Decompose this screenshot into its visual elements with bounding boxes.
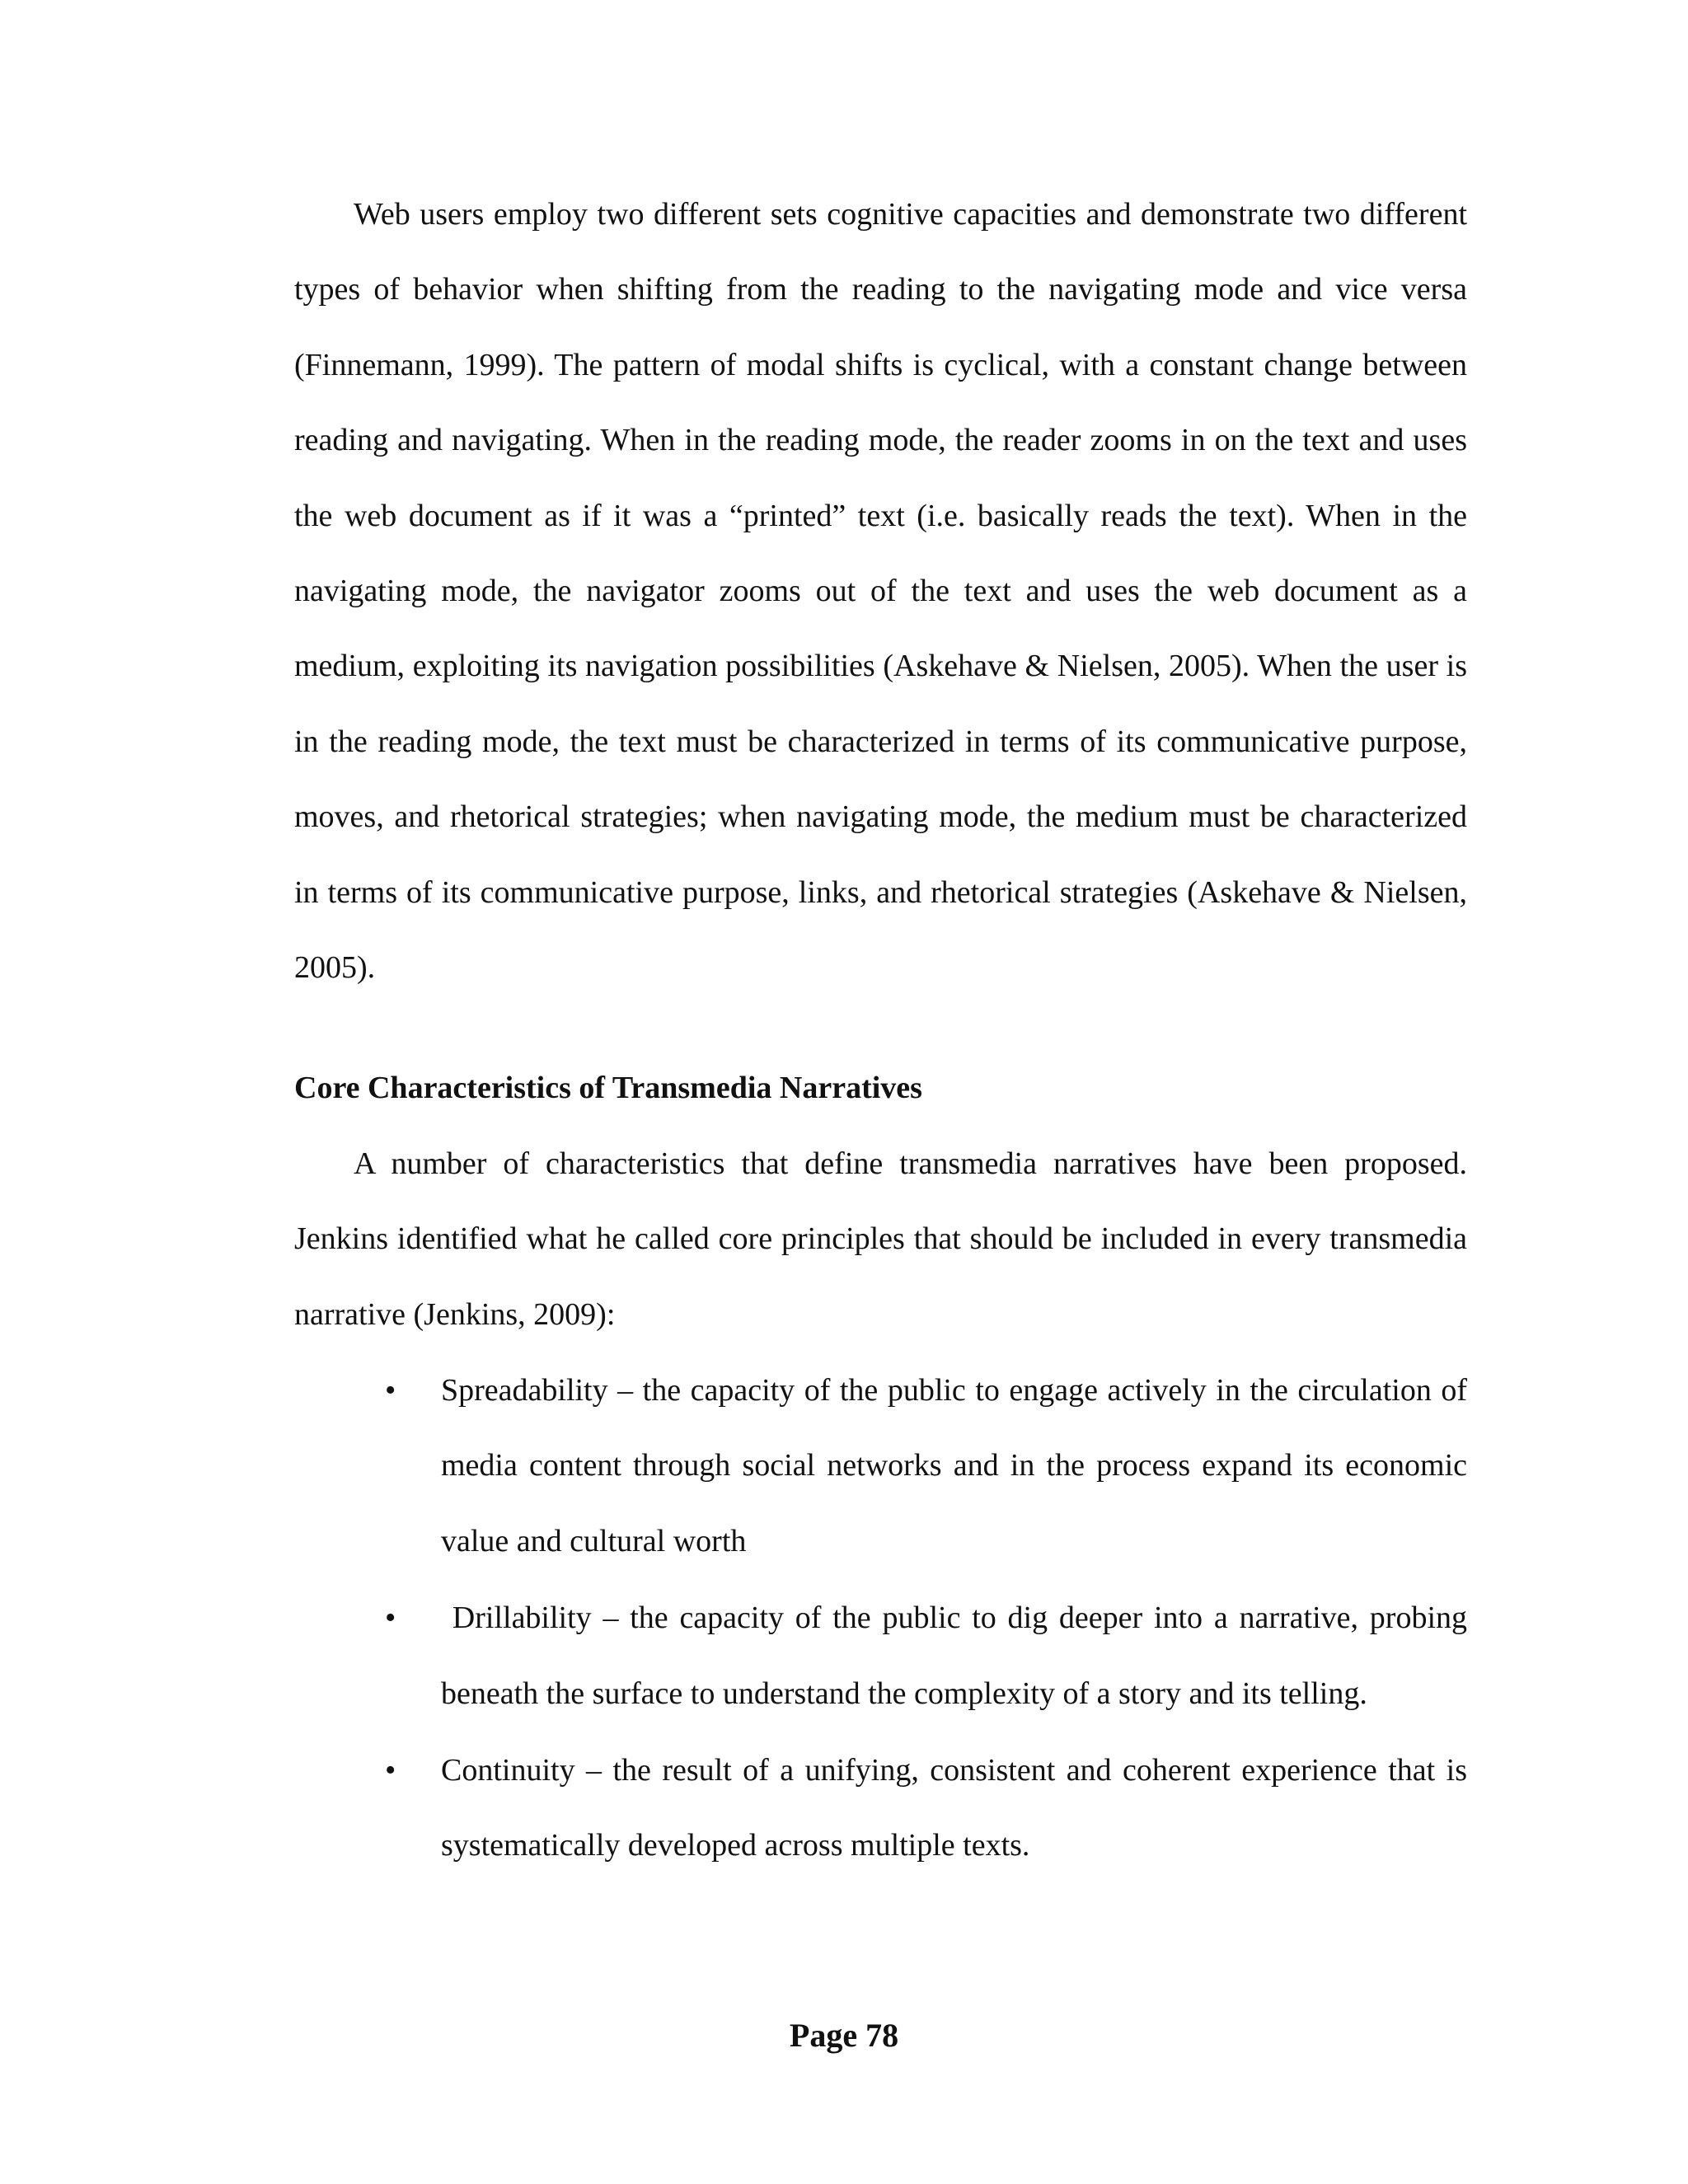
bullet-text: Drillability – the capacity of the public to dig deeper into a narrative, probing beneath the surface to understand the complexity of a story and its telling. — [441, 1601, 1475, 1711]
bullet-text: Spreadability – the capacity of the public to engage actively in the circulation of media content through social networks and in the process expand its economic value and cultural worth — [441, 1373, 1467, 1558]
bullet-item-drillability — [385, 1581, 1475, 1732]
bullet-item-spreadability — [385, 1353, 1467, 1579]
bullet-list — [385, 1353, 1475, 1886]
body-paragraph-1: Web users employ two different sets cognitive capacities and demonstrate two different types of behavior when shifting from the reading to the navigating mode and vice versa (Finnemann, 1999). The pattern of modal shifts is cyclical, with a constant change between reading and navigating. When in the reading mode, the reader zooms in on the text and uses the web document as if it was a “printed” text (i.e. basically reads the text). When in the navigating mode, the navigator zooms out of the text and uses the web document as a medium, exploiting its navigation possibilities (Askehave & Nielsen, 2005). When the user is in the reading mode, the text must be characterized in terms of its communicative purpose, moves, and rhetorical strategies; when navigating mode, the medium must be characterized in terms of its communicative purpose, links, and rhetorical strategies (Askehave & Nielsen, 2005). — [294, 197, 1467, 986]
body-paragraph-2: A number of characteristics that define transmedia narratives have been proposed. Jenkins identified what he called core principles that should be included in every transmedia narrative (Jenkins, 2009): — [294, 1146, 1467, 1332]
bullet-dot-icon: • — [385, 1601, 396, 1636]
page-number: Page 78 — [789, 2017, 899, 2054]
bullet-dot-icon: • — [385, 1753, 396, 1788]
bullet-item-continuity — [385, 1733, 1467, 1884]
bullet-text: Continuity – the result of a unifying, consistent and coherent experience that is systematically developed across multiple texts. — [441, 1753, 1467, 1863]
bullet-dot-icon: • — [385, 1373, 396, 1408]
section-heading: Core Characteristics of Transmedia Narratives — [294, 1071, 922, 1105]
